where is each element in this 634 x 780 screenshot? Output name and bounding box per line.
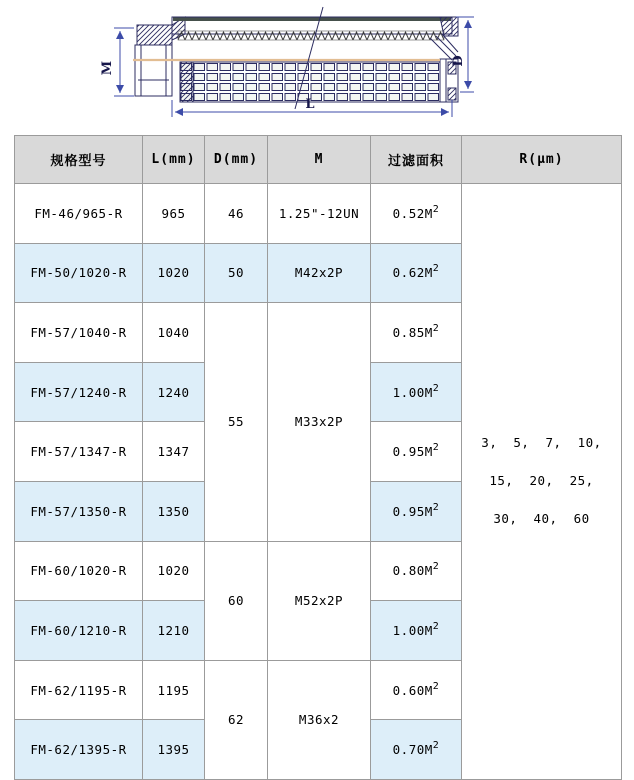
cell-length: 1195 [143, 660, 205, 720]
area-superscript: 2 [432, 501, 440, 513]
header-filter-area: 过滤面积 [371, 136, 462, 184]
area-superscript: 2 [432, 740, 440, 752]
spec-table-head [15, 136, 622, 184]
area-superscript: 2 [432, 382, 440, 394]
cell-diameter: 55 [205, 303, 268, 541]
dimension-d [456, 17, 474, 92]
cell-length: 1210 [143, 601, 205, 661]
cell-diameter: 62 [205, 660, 268, 779]
cell-model: FM-50/1020-R [15, 243, 143, 303]
spec-table-body [15, 184, 622, 780]
m-dimension-label: M [100, 60, 115, 76]
dimension-m [114, 28, 134, 96]
cell-thread: M36x2 [268, 660, 371, 779]
end-fitting [135, 17, 185, 96]
cell-thread: M52x2P [268, 541, 371, 660]
cell-length: 965 [143, 184, 205, 244]
area-superscript: 2 [432, 263, 440, 275]
spec-table [14, 135, 622, 780]
cell-model: FM-57/1240-R [15, 362, 143, 422]
cell-diameter: 50 [205, 243, 268, 303]
cell-filter-area: $0.95M^2$ [371, 481, 462, 541]
cell-model: FM-57/1350-R [15, 481, 143, 541]
cell-model: FM-62/1395-R [15, 720, 143, 780]
header-diameter: D(mm) [205, 136, 268, 184]
cell-model: FM-60/1020-R [15, 541, 143, 601]
cell-filter-area: $1.00M^2$ [371, 601, 462, 661]
header-length: L(mm) [143, 136, 205, 184]
area-superscript: 2 [432, 442, 440, 454]
micron-ratings-line: 3, 5, 7, 10, [481, 435, 602, 451]
table-row [15, 184, 622, 244]
d-dimension-label: D [451, 55, 466, 67]
outer-shell [172, 17, 452, 40]
cell-thread: 1.25"-12UN [268, 184, 371, 244]
cell-length: 1020 [143, 243, 205, 303]
cell-diameter: 46 [205, 184, 268, 244]
header-micron: R(μm) [462, 136, 622, 184]
filter-body-outline [133, 7, 458, 109]
cell-filter-area: $0.95M^2$ [371, 422, 462, 482]
filter-element-drawing [100, 4, 480, 124]
area-superscript: 2 [432, 203, 440, 215]
cell-diameter: 60 [205, 541, 268, 660]
header-thread: M [268, 136, 371, 184]
cell-length: 1347 [143, 422, 205, 482]
micron-ratings-line: 15, 20, 25, [489, 473, 594, 489]
cell-length: 1350 [143, 481, 205, 541]
cell-length: 1395 [143, 720, 205, 780]
cell-thread: M33x2P [268, 303, 371, 541]
cell-filter-area: $0.85M^2$ [371, 303, 462, 363]
cell-length: 1040 [143, 303, 205, 363]
micron-ratings-line: 30, 40, 60 [493, 511, 590, 527]
cell-micron-ratings [462, 184, 622, 780]
cell-model: FM-46/965-R [15, 184, 143, 244]
cell-filter-area: $0.60M^2$ [371, 660, 462, 720]
cell-model: FM-57/1040-R [15, 303, 143, 363]
mesh-body [180, 62, 440, 102]
cell-length: 1240 [143, 362, 205, 422]
cell-filter-area: $0.62M^2$ [371, 243, 462, 303]
area-superscript: 2 [432, 620, 440, 632]
cell-model: FM-60/1210-R [15, 601, 143, 661]
cell-filter-area: $0.70M^2$ [371, 720, 462, 780]
cell-length: 1020 [143, 541, 205, 601]
cell-model: FM-62/1195-R [15, 660, 143, 720]
cell-thread: M42x2P [268, 243, 371, 303]
cell-filter-area: $0.80M^2$ [371, 541, 462, 601]
area-superscript: 2 [432, 680, 440, 692]
l-dimension-label: L [305, 97, 315, 112]
cell-filter-area: $0.52M^2$ [371, 184, 462, 244]
header-model: 规格型号 [15, 136, 143, 184]
area-superscript: 2 [432, 322, 440, 334]
area-superscript: 2 [432, 561, 440, 573]
header-row [15, 136, 622, 184]
cell-filter-area: $1.00M^2$ [371, 362, 462, 422]
cell-model: FM-57/1347-R [15, 422, 143, 482]
drawing-area [0, 0, 634, 130]
